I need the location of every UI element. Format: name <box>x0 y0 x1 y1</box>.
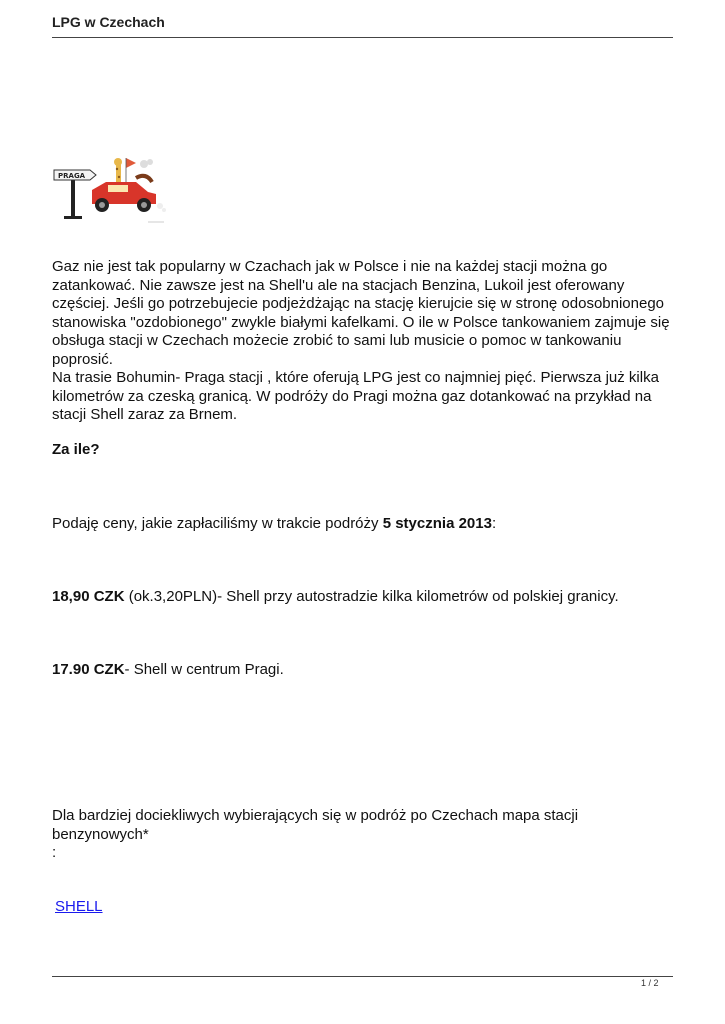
map-intro <box>52 807 677 863</box>
prices-intro-date: 5 stycznia 2013 <box>382 515 492 532</box>
footer-divider <box>52 976 673 977</box>
heading-text: Za ile? <box>52 441 100 458</box>
map-intro-text: Dla bardziej dociekliwych wybierających się w podróż po Czechach mapa stacji benzynowych* <box>52 807 579 843</box>
price-line-1 <box>52 588 677 607</box>
prices-intro-text: Podaję ceny, jakie zapłaciliśmy w trakcie podróży <box>52 515 383 532</box>
section-heading <box>52 441 677 460</box>
car-illustration <box>52 156 170 226</box>
price-1-value: 18,90 CZK <box>52 588 125 605</box>
prices-intro <box>52 515 677 534</box>
prices-intro-end: : <box>491 515 497 532</box>
shell-link-line <box>55 898 680 917</box>
price-line-2 <box>52 661 677 680</box>
page-number: 1 / 2 <box>641 978 659 988</box>
paragraph-route: Na trasie Bohumin- Praga stacji , które oferują LPG jest co najmniej pięć. Pierwsza już kilka kilometrów za czeską granicą. W podróży do Pragi można gaz dotankować na przykład na stacji Shell zaraz za Brnem. <box>52 369 659 423</box>
header-divider <box>52 37 673 38</box>
price-1-text: (ok.3,20PLN)- Shell przy autostradzie kilka kilometrów od polskiej granicy. <box>124 588 619 605</box>
price-2-value: 17.90 CZK <box>52 661 125 678</box>
map-intro-colon: : <box>52 844 57 861</box>
paragraph-intro: Gaz nie jest tak popularny w Czachach jak w Polsce i nie na każdej stacji można go zatankować. Nie zawsze jest na Shell'u ale na stacjach Benzina, Lukoil jest oferowany częściej. Jeśli go potrzebujecie podjeżdżając na stację kierujcie się w stronę odosobnionego stanowiska "ozdobionego" zwykle białymi kafelkami. O ile w Polsce tankowaniem zajmuje się obsługa stacji w Czechach możecie zrobić to sami lub musicie o pomoc w tankowaniu poprosić. <box>52 258 670 368</box>
sign-text: PRAGA <box>58 172 86 180</box>
shell-link[interactable]: SHELL <box>55 898 103 915</box>
page-header-title: LPG w Czechach <box>52 14 165 30</box>
price-2-text: - Shell w centrum Pragi. <box>124 661 284 678</box>
